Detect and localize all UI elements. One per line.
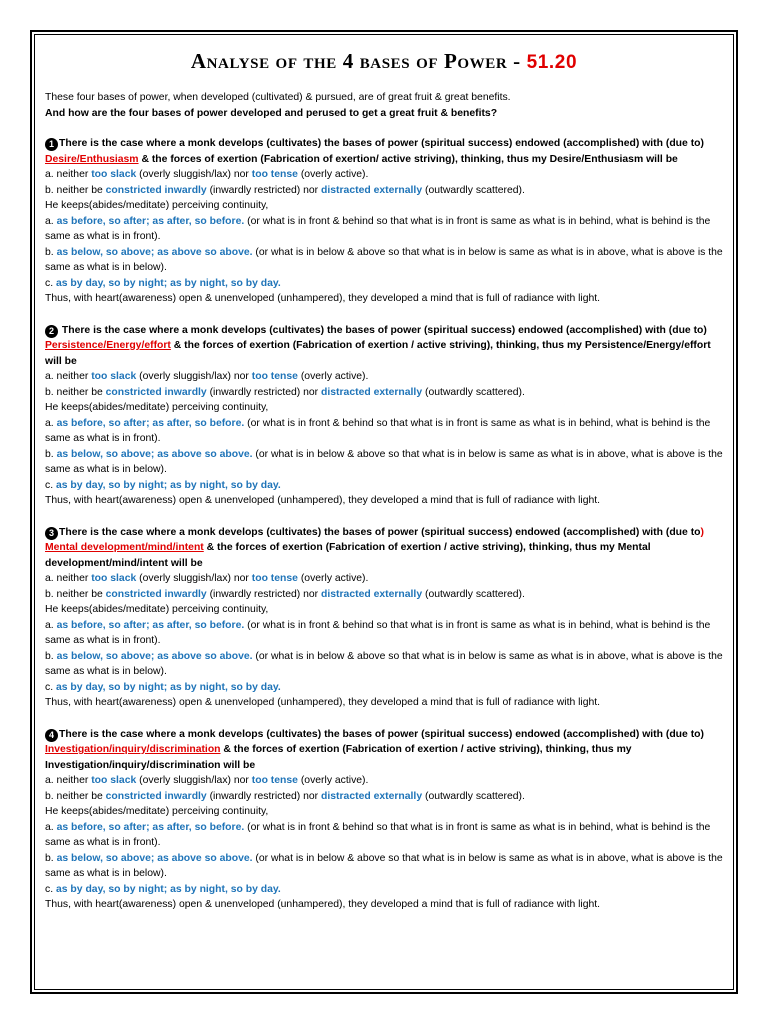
- distracted-term: distracted externally: [321, 790, 423, 802]
- continuity-line: He keeps(abides/meditate) perceiving continuity,: [45, 604, 269, 615]
- distracted-term: distracted externally: [321, 588, 423, 600]
- document-body: [45, 48, 723, 913]
- section-heading: [45, 727, 723, 774]
- item-text: (or what is in front & behind so that what is in front is same as what is in behind, what is behind is the same as what is in front).: [45, 619, 711, 646]
- conclusion-line: Thus, with heart(awareness) open & unenveloped (unhampered), they developed a mind that is full of radiance with light.: [45, 293, 601, 304]
- intro-line-1: These four bases of power, when developed (cultivated) & pursued, are of great fruit & great benefits.: [45, 92, 511, 103]
- continuity-line: He keeps(abides/meditate) perceiving continuity,: [45, 806, 269, 817]
- item-text: b.: [45, 246, 57, 258]
- item-text: b.: [45, 650, 57, 662]
- item-text: a. neither: [45, 573, 92, 584]
- basis-section: [45, 525, 723, 711]
- too-slack-term: too slack: [91, 371, 137, 382]
- distracted-term: distracted externally: [321, 386, 423, 398]
- item-a-balance: [45, 571, 723, 587]
- item-a-balance: [45, 167, 723, 183]
- item-day-night: [45, 680, 723, 696]
- intro: [45, 90, 723, 122]
- item-text: b.: [45, 852, 57, 864]
- distracted-term: distracted externally: [321, 184, 423, 196]
- intro-line-2: And how are the four bases of power developed and perused to get a great fruit & benefits?: [45, 108, 498, 119]
- item-before-after: [45, 618, 723, 649]
- item-text: (or what is in below & above so that what is in below is same as what is in above, what is above is the same as what is in below).: [45, 246, 723, 273]
- item-text: a.: [45, 821, 57, 833]
- number-marker-icon: 4: [45, 729, 58, 742]
- section-heading: [45, 525, 723, 572]
- basis-name: Desire/Enthusiasm: [45, 153, 139, 165]
- constricted-term: constricted inwardly: [105, 588, 207, 600]
- sections-container: [45, 136, 723, 913]
- item-text: (overly sluggish/lax) nor: [136, 169, 252, 180]
- item-text: (or what is in below & above so that what is in below is same as what is in above, what is above is the same as what is in below).: [45, 650, 723, 677]
- number-marker-icon: 3: [45, 527, 58, 540]
- basis-section: [45, 727, 723, 913]
- item-text: (overly active).: [297, 573, 369, 584]
- too-tense-term: too tense: [251, 169, 298, 180]
- item-day-night: [45, 478, 723, 494]
- item-text: (inwardly restricted) nor: [206, 790, 322, 802]
- continuity-line: He keeps(abides/meditate) perceiving continuity,: [45, 402, 269, 413]
- item-text: b. neither be: [45, 386, 106, 398]
- item-day-night: [45, 882, 723, 898]
- item-text: (overly active).: [297, 169, 369, 180]
- item-text: (outwardly scattered).: [422, 790, 525, 802]
- constricted-term: constricted inwardly: [105, 790, 207, 802]
- item-text: (overly active).: [297, 775, 369, 786]
- number-marker-icon: 1: [45, 138, 58, 151]
- too-slack-term: too slack: [91, 775, 137, 786]
- item-b-focus: [45, 385, 723, 401]
- item-text: c.: [45, 277, 56, 289]
- before-after-term: as before, so after; as after, so before.: [56, 215, 245, 227]
- item-text: a. neither: [45, 371, 92, 382]
- item-text: c.: [45, 883, 56, 895]
- day-night-term: as by day, so by night; as by night, so by day.: [55, 277, 281, 289]
- basis-name: Persistence/Energy/effort: [45, 340, 171, 351]
- below-above-term: as below, so above; as above so above.: [56, 448, 253, 460]
- below-above-term: as below, so above; as above so above.: [56, 650, 253, 662]
- item-text: c.: [45, 681, 56, 693]
- constricted-term: constricted inwardly: [105, 386, 207, 398]
- heading-text-end: & the forces of exertion (Fabrication of exertion / active striving), thinking, thus my Mental development/mind/intent will be: [45, 542, 651, 569]
- item-b-focus: [45, 183, 723, 199]
- day-night-term: as by day, so by night; as by night, so by day.: [55, 681, 281, 693]
- item-text: (overly sluggish/lax) nor: [136, 573, 252, 584]
- item-text: (inwardly restricted) nor: [206, 588, 322, 600]
- before-after-term: as before, so after; as after, so before.: [56, 821, 245, 833]
- item-text: (overly active).: [297, 371, 369, 382]
- item-text: c.: [45, 479, 56, 491]
- item-text: b.: [45, 448, 57, 460]
- heading-text-end: & the forces of exertion (Fabrication of exertion / active striving), thinking, thus my Persistence/Energy/effort will be: [45, 340, 711, 367]
- conclusion-line: Thus, with heart(awareness) open & unenveloped (unhampered), they developed a mind that is full of radiance with light.: [45, 697, 601, 708]
- day-night-term: as by day, so by night; as by night, so by day.: [55, 479, 281, 491]
- item-text: a.: [45, 215, 57, 227]
- item-text: (overly sluggish/lax) nor: [136, 775, 252, 786]
- item-text: (outwardly scattered).: [422, 588, 525, 600]
- item-below-above: [45, 447, 723, 478]
- item-text: (overly sluggish/lax) nor: [136, 371, 252, 382]
- title-text: Analyse of the 4 bases of Power -: [190, 49, 527, 73]
- section-heading: [45, 136, 723, 167]
- too-slack-term: too slack: [91, 573, 137, 584]
- section-heading: [45, 323, 723, 370]
- item-text: b. neither be: [45, 588, 106, 600]
- item-below-above: [45, 245, 723, 276]
- item-text: (or what is in front & behind so that what is in front is same as what is in behind, what is behind is the same as what is in front).: [45, 821, 711, 848]
- item-text: (or what is in front & behind so that what is in front is same as what is in behind, what is behind is the same as what is in front).: [45, 215, 711, 242]
- item-text: (or what is in below & above so that what is in below is same as what is in above, what is above is the same as what is in below).: [45, 852, 723, 879]
- item-b-focus: [45, 789, 723, 805]
- item-day-night: [45, 276, 723, 292]
- heading-text-start: There is the case where a monk develops (cultivates) the bases of power (spiritual success) endowed (accomplished) with (due to): [59, 728, 704, 740]
- item-text: a. neither: [45, 169, 92, 180]
- item-text: (inwardly restricted) nor: [206, 184, 322, 196]
- item-text: (inwardly restricted) nor: [206, 386, 322, 398]
- number-marker-icon: 2: [45, 325, 58, 338]
- basis-name: Investigation/inquiry/discrimination: [45, 744, 221, 755]
- item-text: a. neither: [45, 775, 92, 786]
- item-text: b. neither be: [45, 184, 106, 196]
- day-night-term: as by day, so by night; as by night, so by day.: [55, 883, 281, 895]
- item-text: (or what is in front & behind so that what is in front is same as what is in behind, what is behind is the same as what is in front).: [45, 417, 711, 444]
- conclusion-line: Thus, with heart(awareness) open & unenveloped (unhampered), they developed a mind that is full of radiance with light.: [45, 899, 601, 910]
- heading-text-start: There is the case where a monk develops (cultivates) the bases of power (spiritual success) endowed (accomplished) with (due to: [59, 526, 701, 538]
- item-below-above: [45, 851, 723, 882]
- item-b-focus: [45, 587, 723, 603]
- basis-section: [45, 136, 723, 307]
- below-above-term: as below, so above; as above so above.: [56, 852, 253, 864]
- heading-text-end: & the forces of exertion (Fabrication of exertion/ active striving), thinking, thus my Desire/Enthusiasm will be: [138, 153, 678, 165]
- item-text: (outwardly scattered).: [422, 184, 525, 196]
- item-text: a.: [45, 619, 57, 631]
- constricted-term: constricted inwardly: [105, 184, 207, 196]
- too-tense-term: too tense: [251, 573, 298, 584]
- item-text: (or what is in below & above so that what is in below is same as what is in above, what is above is the same as what is in below).: [45, 448, 723, 475]
- continuity-line: He keeps(abides/meditate) perceiving continuity,: [45, 200, 269, 211]
- item-before-after: [45, 416, 723, 447]
- conclusion-line: Thus, with heart(awareness) open & unenveloped (unhampered), they developed a mind that is full of radiance with light.: [45, 495, 601, 506]
- basis-section: [45, 323, 723, 509]
- item-text: (outwardly scattered).: [422, 386, 525, 398]
- too-tense-term: too tense: [251, 371, 298, 382]
- too-tense-term: too tense: [251, 775, 298, 786]
- too-slack-term: too slack: [91, 169, 137, 180]
- heading-text-end: & the forces of exertion (Fabrication of exertion / active striving), thinking, thus my Investigation/inquiry/discrimination will be: [45, 744, 632, 771]
- page-title: [45, 48, 723, 76]
- item-before-after: [45, 820, 723, 851]
- item-below-above: [45, 649, 723, 680]
- item-text: b. neither be: [45, 790, 106, 802]
- heading-text-start: There is the case where a monk develops (cultivates) the bases of power (spiritual success) endowed (accomplished) with (due to): [59, 324, 707, 336]
- heading-text-start: There is the case where a monk develops (cultivates) the bases of power (spiritual success) endowed (accomplished) with (due to): [59, 138, 704, 149]
- title-number: 51.20: [526, 52, 578, 73]
- basis-name: ) Mental development/mind/intent: [45, 526, 704, 553]
- item-a-balance: [45, 369, 723, 385]
- item-a-balance: [45, 773, 723, 789]
- before-after-term: as before, so after; as after, so before.: [56, 417, 245, 429]
- before-after-term: as before, so after; as after, so before.: [56, 619, 245, 631]
- below-above-term: as below, so above; as above so above.: [56, 246, 253, 258]
- item-text: a.: [45, 417, 57, 429]
- item-before-after: [45, 214, 723, 245]
